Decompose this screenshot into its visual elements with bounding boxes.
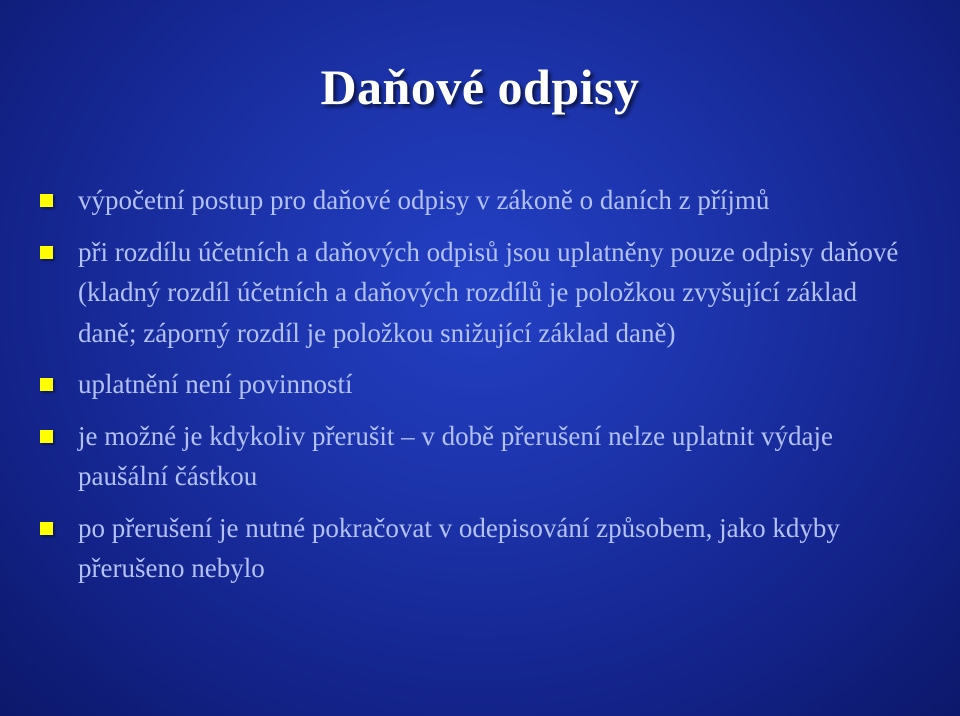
bullet-text: výpočetní postup pro daňové odpisy v zákoně o daních z příjmů — [78, 185, 770, 215]
bullet-text: po přerušení je nutné pokračovat v odepisování způsobem, jako kdyby přerušeno nebylo — [78, 512, 840, 583]
bullet-text: uplatnění není povinností — [78, 369, 353, 399]
bullet-text: při rozdílu účetních a daňových odpisů jsou uplatněny pouze odpisy daňové (kladný rozdíl účetních a daňových rozdílů je položkou zvyšující základ daně; záporný rozdíl je položkou snižující základ daně) — [78, 236, 899, 348]
square-bullet-icon — [40, 246, 53, 259]
bullet-item — [38, 232, 918, 354]
square-bullet-icon — [40, 378, 53, 391]
slide-title: Daňové odpisy — [320, 59, 640, 115]
bullet-item — [38, 364, 918, 405]
square-bullet-icon — [40, 430, 53, 443]
bullet-item — [38, 180, 918, 221]
bullet-item — [38, 416, 918, 497]
bullet-list — [38, 180, 918, 600]
square-bullet-icon — [40, 194, 53, 207]
bullet-text: je možné je kdykoliv přerušit – v době přerušení nelze uplatnit výdaje paušální částkou — [78, 420, 834, 491]
bullet-item — [38, 508, 918, 589]
square-bullet-icon — [40, 522, 53, 535]
